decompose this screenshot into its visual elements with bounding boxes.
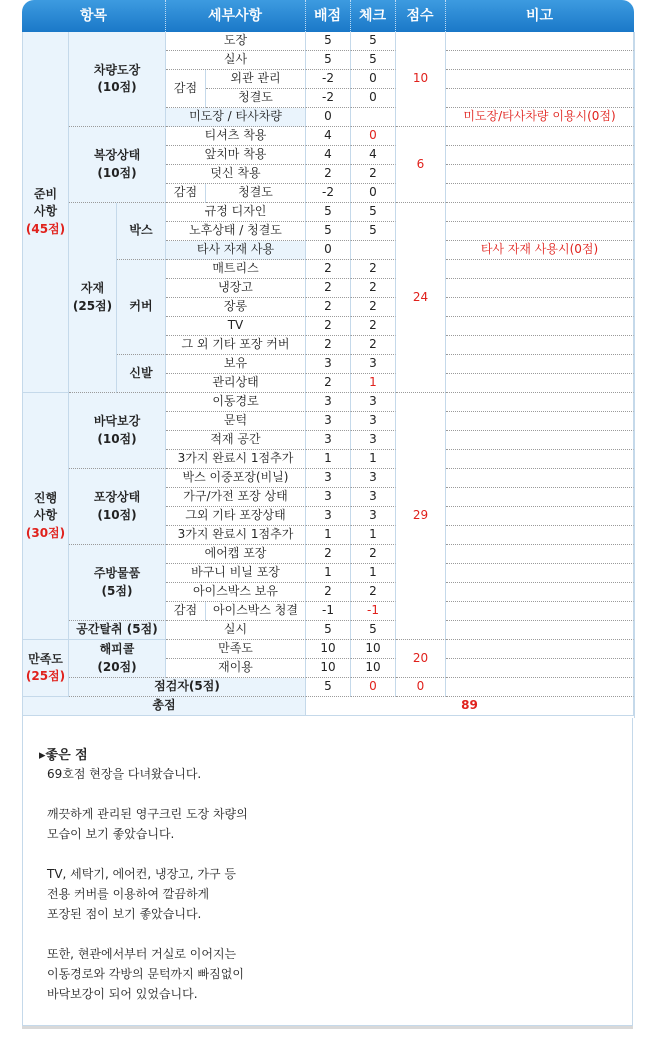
section-points: (30점) xyxy=(25,525,66,540)
note-cell xyxy=(446,431,634,450)
detail-cell: 규정 디자인 xyxy=(166,203,306,222)
section-name: 만족도 xyxy=(28,651,63,666)
check-cell: 10 xyxy=(351,659,396,678)
detail-cell: TV xyxy=(166,317,306,336)
detail-cell: 매트리스 xyxy=(166,260,306,279)
group-material: 자재 (25점) xyxy=(69,203,117,393)
detail-cell: 청결도 xyxy=(206,184,306,203)
check-cell: 1 xyxy=(351,374,396,393)
check-cell: 0 xyxy=(351,678,396,697)
note-cell xyxy=(446,374,634,393)
points-cell: 2 xyxy=(306,374,351,393)
detail-cell: 3가지 완료시 1점추가 xyxy=(166,526,306,545)
detail-cell: 외관 관리 xyxy=(206,70,306,89)
note-cell xyxy=(446,51,634,70)
note-cell xyxy=(446,298,634,317)
check-cell: 2 xyxy=(351,545,396,564)
detail-cell: 가구/가전 포장 상태 xyxy=(166,488,306,507)
check-cell: 2 xyxy=(351,279,396,298)
detail-cell: 박스 이중포장(비닐) xyxy=(166,469,306,488)
points-cell: 10 xyxy=(306,640,351,659)
header-detail: 세부사항 xyxy=(165,0,306,32)
note-cell xyxy=(446,260,634,279)
check-cell: 3 xyxy=(351,412,396,431)
detail-cell: 덧신 착용 xyxy=(166,165,306,184)
detail-cell: 실시 xyxy=(166,621,306,640)
detail-cell: 문턱 xyxy=(166,412,306,431)
header-note: 비고 xyxy=(525,8,554,24)
note-cell xyxy=(446,583,634,602)
check-cell: 3 xyxy=(351,488,396,507)
note-cell xyxy=(446,507,634,526)
note-cell xyxy=(446,393,634,412)
points-cell: 2 xyxy=(306,583,351,602)
points-cell: 3 xyxy=(306,412,351,431)
detail-cell: 에어캡 포장 xyxy=(166,545,306,564)
group-happycall: 해피콜 (20점) xyxy=(69,640,166,678)
check-cell xyxy=(351,108,396,127)
detail-cell: 실사 xyxy=(166,51,306,70)
group-outfit: 복장상태 (10점) xyxy=(69,127,166,203)
check-cell: 4 xyxy=(351,146,396,165)
points-cell: -1 xyxy=(306,602,351,621)
deduct-label: 감점 xyxy=(166,70,206,108)
note-cell xyxy=(446,564,634,583)
header-score: 점수 xyxy=(395,0,446,32)
detail-cell: 그외 기타 포장상태 xyxy=(166,507,306,526)
note-cell: 미도장/타사차량 이용시(0점) xyxy=(446,108,634,127)
group-cleanup: 공간탈취 (5점) xyxy=(69,621,166,640)
points-cell: 5 xyxy=(306,222,351,241)
group-packing: 포장상태 (10점) xyxy=(69,469,166,545)
comment-panel xyxy=(22,718,633,1026)
check-cell: 2 xyxy=(351,298,396,317)
note-cell xyxy=(446,89,634,108)
detail-cell: 냉장고 xyxy=(166,279,306,298)
note-cell xyxy=(446,450,634,469)
points-cell: 1 xyxy=(306,450,351,469)
check-cell: 1 xyxy=(351,450,396,469)
note-cell xyxy=(446,526,634,545)
note-cell xyxy=(446,355,634,374)
check-cell: 0 xyxy=(351,184,396,203)
points-cell: -2 xyxy=(306,70,351,89)
points-cell: 2 xyxy=(306,336,351,355)
detail-cell: 티셔츠 착용 xyxy=(166,127,306,146)
check-cell: -1 xyxy=(351,602,396,621)
deduct-label: 감점 xyxy=(166,184,206,203)
points-cell: 2 xyxy=(306,279,351,298)
section-prep xyxy=(23,32,69,393)
check-cell: 5 xyxy=(351,203,396,222)
check-cell: 5 xyxy=(351,51,396,70)
note-cell xyxy=(446,184,634,203)
note-cell xyxy=(446,222,634,241)
detail-cell: 노후상태 / 청결도 xyxy=(166,222,306,241)
points-cell: 2 xyxy=(306,260,351,279)
header-item: 항목 xyxy=(22,0,166,32)
check-cell: 3 xyxy=(351,469,396,488)
detail-cell: 재이용 xyxy=(166,659,306,678)
check-cell: 5 xyxy=(351,32,396,51)
score-inspector: 0 xyxy=(396,678,446,697)
note-cell xyxy=(446,32,634,51)
check-cell: 5 xyxy=(351,621,396,640)
group-vehicle: 차량도장 (10점) xyxy=(69,32,166,127)
points-cell: 5 xyxy=(306,203,351,222)
section-progress xyxy=(23,393,69,640)
check-cell: 2 xyxy=(351,260,396,279)
note-cell xyxy=(446,317,634,336)
group-floor: 바닥보강 (10점) xyxy=(69,393,166,469)
section-satisfaction xyxy=(23,640,69,697)
note-cell xyxy=(446,545,634,564)
note-cell: 타사 자재 사용시(0점) xyxy=(446,241,634,260)
section-name: 진행 사항 xyxy=(33,490,58,523)
check-cell: 2 xyxy=(351,165,396,184)
note-cell xyxy=(446,127,634,146)
points-cell: 3 xyxy=(306,393,351,412)
check-cell: 1 xyxy=(351,564,396,583)
note-cell xyxy=(446,678,634,697)
header-points: 배점 xyxy=(305,0,351,32)
check-cell: 0 xyxy=(351,127,396,146)
score-progress: 29 xyxy=(396,393,446,640)
points-cell: 1 xyxy=(306,526,351,545)
note-cell xyxy=(446,203,634,222)
check-cell: 10 xyxy=(351,640,396,659)
note-cell xyxy=(446,488,634,507)
note-cell xyxy=(446,146,634,165)
group-kitchen: 주방물품 (5점) xyxy=(69,545,166,621)
points-cell: 2 xyxy=(306,165,351,184)
note-cell xyxy=(446,412,634,431)
detail-cell: 3가지 완료시 1점추가 xyxy=(166,450,306,469)
check-cell: 0 xyxy=(351,89,396,108)
points-cell: 1 xyxy=(306,564,351,583)
score-happycall: 20 xyxy=(396,640,446,678)
points-cell: 3 xyxy=(306,488,351,507)
check-cell: 3 xyxy=(351,355,396,374)
points-cell: 2 xyxy=(306,545,351,564)
note-cell xyxy=(446,469,634,488)
detail-cell: 이동경로 xyxy=(166,393,306,412)
detail-cell: 아이스박스 청결 xyxy=(206,602,306,621)
section-points: (45점) xyxy=(25,221,66,236)
detail-cell: 관리상태 xyxy=(166,374,306,393)
points-cell: 5 xyxy=(306,51,351,70)
check-cell: 2 xyxy=(351,583,396,602)
points-cell: 2 xyxy=(306,298,351,317)
detail-cell: 그 외 기타 포장 커버 xyxy=(166,336,306,355)
points-cell: 0 xyxy=(306,241,351,260)
bottom-divider xyxy=(22,1026,633,1029)
points-cell: -2 xyxy=(306,184,351,203)
note-cell xyxy=(446,640,634,659)
comment-body: 69호점 현장을 다녀왔습니다. 깨끗하게 관리된 영구크린 도장 차량의 모습이 보기 좋았습니다. TV, 세탁기, 에어컨, 냉장고, 가구 등 전용 커버를 이용하여 깔끔하게 포장된 점이 보기 좋았습니다. 또한, 현관에서부터 거실로 이어지는 이동경로와 각방의 문턱까지 빠짐없이 바닥보강이 되어 있었습니다. xyxy=(47,767,248,1001)
points-cell: 5 xyxy=(306,621,351,640)
note-cell xyxy=(446,165,634,184)
score-outfit: 6 xyxy=(396,127,446,203)
group-cover: 커버 xyxy=(117,260,166,355)
points-cell: 3 xyxy=(306,507,351,526)
check-cell: 5 xyxy=(351,222,396,241)
group-inspector: 점검자(5점) xyxy=(69,678,306,697)
comment-title: ▸좋은 점 xyxy=(39,748,88,763)
points-cell: 0 xyxy=(306,108,351,127)
section-name: 준비 사항 xyxy=(33,186,58,219)
score-vehicle: 10 xyxy=(396,32,446,127)
check-cell: 0 xyxy=(351,70,396,89)
evaluation-table xyxy=(22,32,635,718)
note-cell xyxy=(446,279,634,298)
detail-cell: 타사 자재 사용 xyxy=(166,241,306,260)
note-cell xyxy=(446,336,634,355)
detail-cell: 적재 공간 xyxy=(166,431,306,450)
note-cell xyxy=(446,621,634,640)
points-cell: 4 xyxy=(306,127,351,146)
detail-cell: 장롱 xyxy=(166,298,306,317)
points-cell: 3 xyxy=(306,355,351,374)
detail-cell: 만족도 xyxy=(166,640,306,659)
points-cell: 4 xyxy=(306,146,351,165)
check-cell: 3 xyxy=(351,431,396,450)
detail-cell: 도장 xyxy=(166,32,306,51)
detail-cell: 바구니 비닐 포장 xyxy=(166,564,306,583)
score-material: 24 xyxy=(396,203,446,393)
detail-cell: 보유 xyxy=(166,355,306,374)
total-label: 총점 xyxy=(23,697,306,716)
points-cell: 3 xyxy=(306,431,351,450)
check-cell: 1 xyxy=(351,526,396,545)
header-check: 체크 xyxy=(350,0,396,32)
check-cell: 3 xyxy=(351,507,396,526)
note-cell xyxy=(446,602,634,621)
check-cell: 2 xyxy=(351,336,396,355)
group-box: 박스 xyxy=(117,203,166,260)
points-cell: 2 xyxy=(306,317,351,336)
check-cell: 3 xyxy=(351,393,396,412)
table-header xyxy=(22,0,634,32)
points-cell: 5 xyxy=(306,32,351,51)
check-cell xyxy=(351,241,396,260)
note-cell xyxy=(446,659,634,678)
group-shoes: 신발 xyxy=(117,355,166,393)
points-cell: 3 xyxy=(306,469,351,488)
detail-cell: 미도장 / 타사차량 xyxy=(166,108,306,127)
points-cell: 5 xyxy=(306,678,351,697)
points-cell: -2 xyxy=(306,89,351,108)
check-cell: 2 xyxy=(351,317,396,336)
detail-cell: 청결도 xyxy=(206,89,306,108)
deduct-label: 감점 xyxy=(166,602,206,621)
detail-cell: 앞치마 착용 xyxy=(166,146,306,165)
section-points: (25점) xyxy=(25,669,66,683)
total-value: 89 xyxy=(306,697,634,716)
points-cell: 10 xyxy=(306,659,351,678)
detail-cell: 아이스박스 보유 xyxy=(166,583,306,602)
note-cell xyxy=(446,70,634,89)
